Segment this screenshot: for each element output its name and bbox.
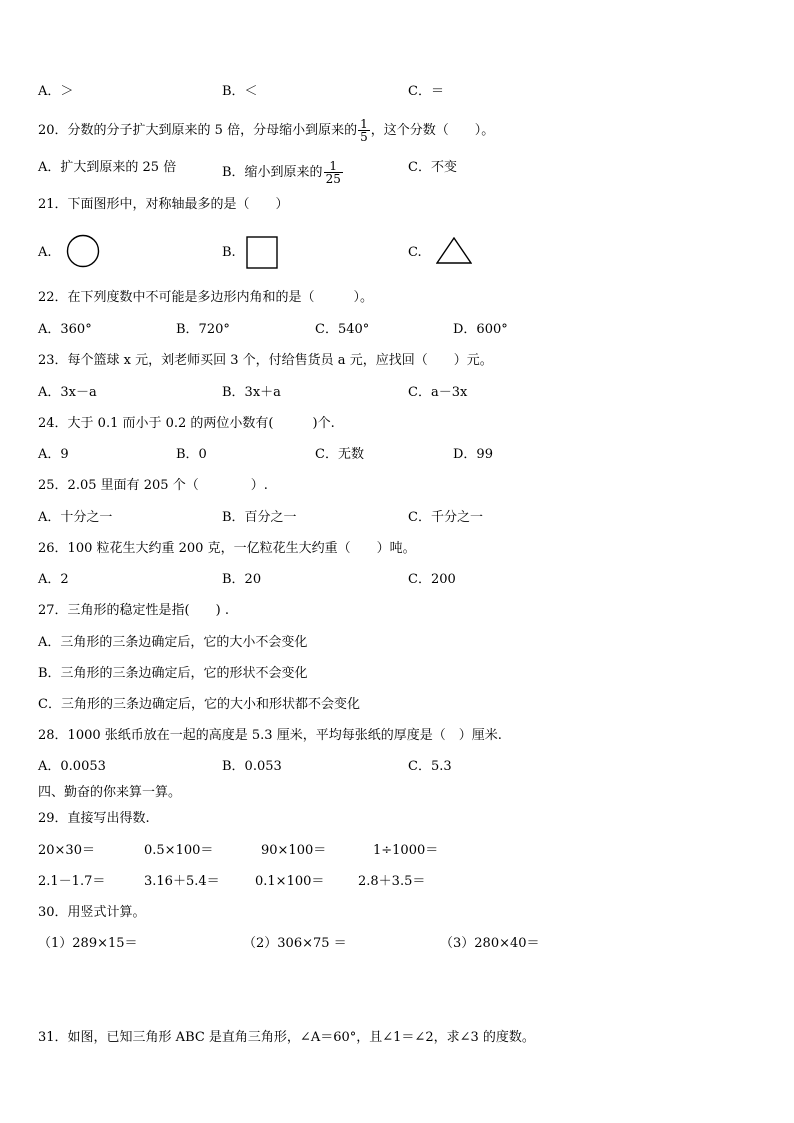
q21-stem: 21．下面图形中，对称轴最多的是（ ） <box>38 197 289 212</box>
q20-stem <box>38 118 494 143</box>
q29-item: 20×30＝ <box>38 843 95 858</box>
q29-item: 2.8＋3.5＝ <box>358 874 426 889</box>
q20-option-c: C．不变 <box>408 160 457 175</box>
q29-stem: 29．直接写出得数. <box>38 811 150 826</box>
q20-option-b-fraction <box>324 160 343 185</box>
q22-option-b: B．720° <box>176 322 230 337</box>
q24-option-a: A．9 <box>38 447 69 462</box>
q20-stem-fraction <box>358 118 370 143</box>
q30-item: （2）306×75 ＝ <box>243 936 347 951</box>
q30-item: （3）280×40＝ <box>440 936 540 951</box>
q23-stem: 23．每个篮球 x 元，刘老师买回 3 个，付给售货员 a 元，应找回（ ）元。 <box>38 353 493 368</box>
q29-item: 0.1×100＝ <box>255 874 325 889</box>
q26-option-c: C．200 <box>408 572 456 587</box>
q19-option-a: A．＞ <box>38 84 74 99</box>
q25-stem: 25．2.05 里面有 205 个（ ）. <box>38 478 268 493</box>
q28-option-b: B．0.053 <box>222 759 282 774</box>
q22-option-d: D．600° <box>453 322 508 337</box>
q26-option-a: A．2 <box>38 572 69 587</box>
q27-stem: 27．三角形的稳定性是指( ) . <box>38 603 229 618</box>
square-figure <box>246 236 278 270</box>
q22-option-a: A．360° <box>38 322 92 337</box>
q19-option-b: B．＜ <box>222 84 258 99</box>
q21-option-c: C. <box>408 245 422 260</box>
q27-option-c: C．三角形的三条边确定后，它的大小和形状都不会变化 <box>38 697 360 712</box>
q25-option-b: B．百分之一 <box>222 510 297 525</box>
q22-stem: 22．在下列度数中不可能是多边形内角和的是（ ）。 <box>38 290 374 305</box>
q30-stem: 30．用竖式计算。 <box>38 905 146 920</box>
q23-option-c: C．a－3x <box>408 385 468 400</box>
q24-stem: 24．大于 0.1 而小于 0.2 的两位小数有( )个. <box>38 416 335 431</box>
q29-item: 0.5×100＝ <box>144 843 214 858</box>
q20-option-b-text: B．缩小到原来的 <box>222 165 323 180</box>
fraction-denominator: 25 <box>325 172 341 186</box>
q26-stem: 26．100 粒花生大约重 200 克，一亿粒花生大约重（ ）吨。 <box>38 541 416 556</box>
q21-option-b: B. <box>222 245 236 260</box>
q23-option-a: A．3x－a <box>38 385 97 400</box>
q30-item: （1）289×15＝ <box>38 936 138 951</box>
q20-stem-tail: ，这个分数（ ）。 <box>370 123 495 138</box>
q28-option-c: C．5.3 <box>408 759 452 774</box>
q25-option-c: C．千分之一 <box>408 510 483 525</box>
q20-option-a: A．扩大到原来的 25 倍 <box>38 160 177 175</box>
q20-stem-text: 20．分数的分子扩大到原来的 5 倍，分母缩小到原来的 <box>38 123 358 138</box>
q28-option-a: A．0.0053 <box>38 759 106 774</box>
q24-option-d: D．99 <box>453 447 493 462</box>
q28-stem: 28．1000 张纸币放在一起的高度是 5.3 厘米，平均每张纸的厚度是（ ）厘米. <box>38 728 502 743</box>
q23-option-b: B．3x＋a <box>222 385 281 400</box>
fraction-numerator: 1 <box>329 159 338 173</box>
q26-option-b: B．20 <box>222 572 262 587</box>
q19-option-c: C．＝ <box>408 84 444 99</box>
q27-option-a: A．三角形的三条边确定后，它的大小不会变化 <box>38 635 308 650</box>
q22-option-c: C．540° <box>315 322 370 337</box>
q27-option-b: B．三角形的三条边确定后，它的形状不会变化 <box>38 666 308 681</box>
q21-option-a: A. <box>38 245 52 260</box>
q25-option-a: A．十分之一 <box>38 510 113 525</box>
triangle-figure <box>436 237 472 265</box>
q29-item: 2.1－1.7＝ <box>38 874 106 889</box>
q24-option-c: C．无数 <box>315 447 364 462</box>
q29-item: 1÷1000＝ <box>373 843 439 858</box>
q24-option-b: B．0 <box>176 447 207 462</box>
q29-item: 3.16＋5.4＝ <box>144 874 220 889</box>
section-heading: 四、勤奋的你来算一算。 <box>38 785 182 800</box>
q20-option-b <box>222 160 344 185</box>
fraction-numerator: 1 <box>360 117 368 131</box>
circle-figure <box>66 234 100 268</box>
q31-stem: 31．如图，已知三角形 ABC 是直角三角形，∠A＝60°，且∠1＝∠2，求∠3 的度数。 <box>38 1030 535 1045</box>
q29-item: 90×100＝ <box>261 843 327 858</box>
fraction-denominator: 5 <box>360 130 368 144</box>
